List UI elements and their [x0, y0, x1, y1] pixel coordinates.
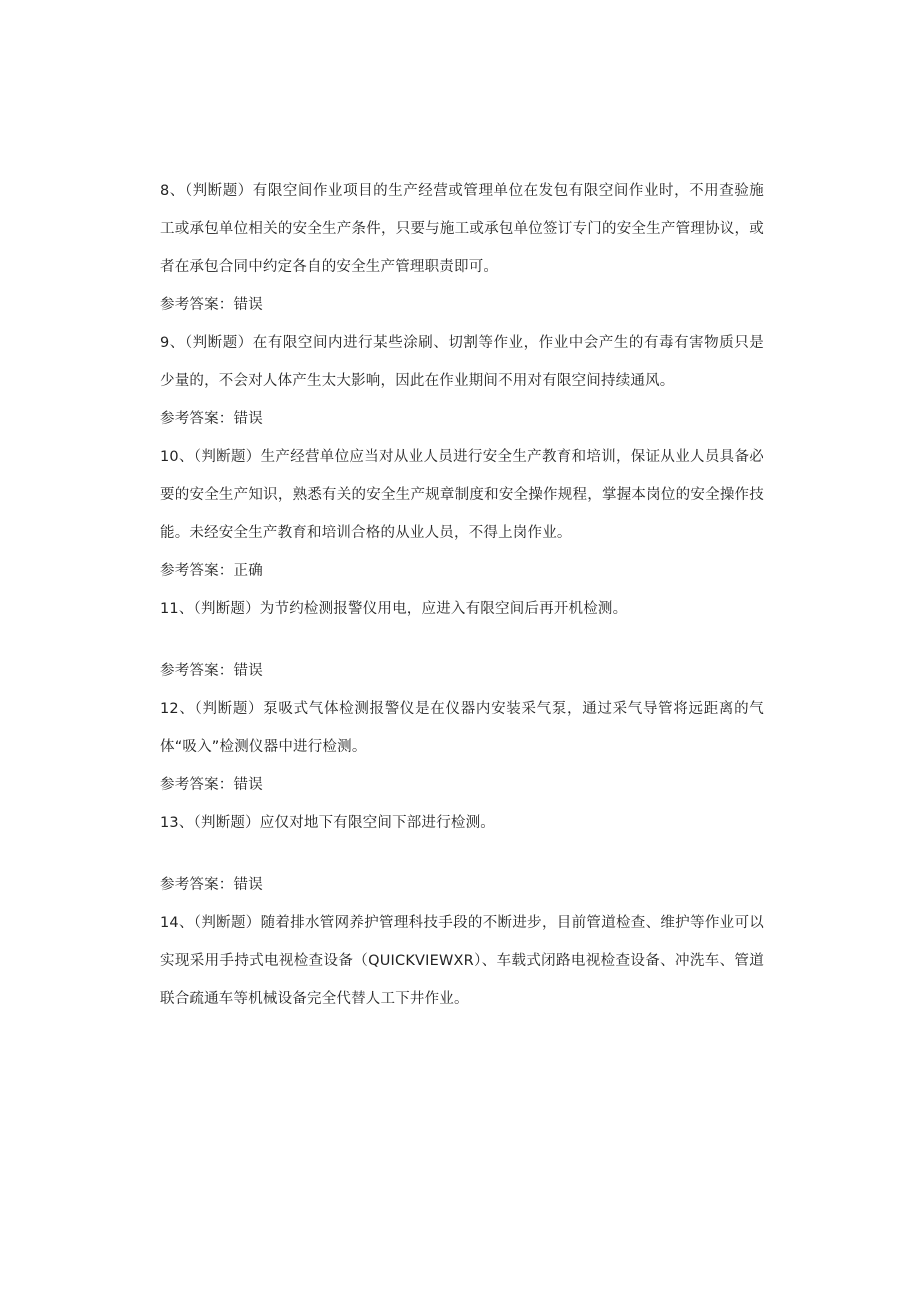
answer-8: 参考答案：错误 — [160, 297, 263, 313]
question-list — [160, 172, 764, 1018]
question-10: 10、（判断题）生产经营单位应当对从业人员进行安全生产教育和培训，保证从业人员具备必要的安全生产知识，熟悉有关的安全生产规章制度和安全操作规程，掌握本岗位的安全操作技能。未经安全生产教育和培训合格的从业人员，不得上岗作业。 — [160, 449, 764, 541]
spacer — [160, 842, 764, 866]
answer-10: 参考答案：正确 — [160, 563, 263, 579]
answer-13: 参考答案：错误 — [160, 877, 263, 893]
spacer — [160, 628, 764, 652]
question-12: 12、（判断题）泵吸式气体检测报警仪是在仪器内安装采气泵，通过采气导管将远距离的气体“吸入”检测仪器中进行检测。 — [160, 701, 764, 755]
question-14: 14、（判断题）随着排水管网养护管理科技手段的不断进步，目前管道检查、维护等作业可以实现采用手持式电视检查设备（QUICKVIEWXR）、车载式闭路电视检查设备、冲洗车、管道联合疏通车等机械设备完全代替人工下井作业。 — [160, 915, 764, 1007]
question-8: 8、（判断题）有限空间作业项目的生产经营或管理单位在发包有限空间作业时，不用查验施工或承包单位相关的安全生产条件，只要与施工或承包单位签订专门的安全生产管理协议，或者在承包合同中约定各自的安全生产管理职责即可。 — [160, 183, 764, 275]
answer-11: 参考答案：错误 — [160, 663, 263, 679]
question-9: 9、（判断题）在有限空间内进行某些涂刷、切割等作业，作业中会产生的有毒有害物质只是少量的，不会对人体产生太大影响，因此在作业期间不用对有限空间持续通风。 — [160, 335, 764, 389]
question-13: 13、（判断题）应仅对地下有限空间下部进行检测。 — [160, 815, 495, 831]
question-11: 11、（判断题）为节约检测报警仪用电，应进入有限空间后再开机检测。 — [160, 601, 628, 617]
answer-9: 参考答案：错误 — [160, 411, 263, 427]
answer-12: 参考答案：错误 — [160, 777, 263, 793]
